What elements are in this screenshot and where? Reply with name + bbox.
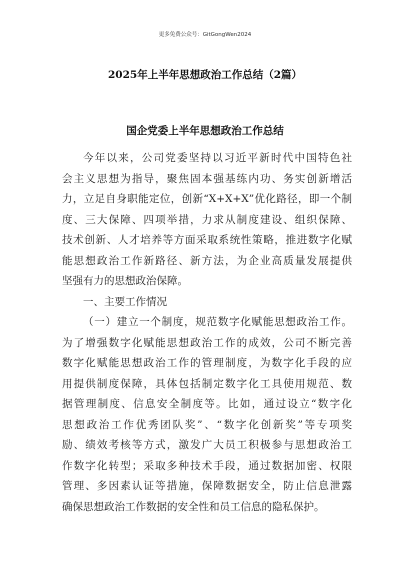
paragraph-line: 今年以来，公司党委坚持以习近平新时代中国特色社 (83, 152, 352, 164)
paragraph-line: （一）建立一个制度，规范数字化赋能思想政治工作。 (83, 316, 352, 328)
paragraph-line: 能思想政治工作新路径、新方法，为企业高质量发展提供 (62, 254, 352, 267)
paragraph-line: 数字化赋能思想政治工作的管理制度，为数字化手段的应 (62, 357, 352, 369)
paragraph-line: 技术创新、人才培养等方面采取系统性策略，推进数字化赋 (62, 234, 352, 246)
paragraph-line: 度、三大保障、四项举措，力求从制度建设、组织保障、 (62, 213, 352, 226)
paragraph-line: 会主义思想为指导，聚焦固本强基练内功、务实创新增活 (62, 172, 352, 185)
paragraph-line: 用提供制度保障，具体包括制定数字化工具使用规范、数 (62, 377, 352, 390)
paragraph-line: 为了增强数字化赋能思想政治工作的成效，公司不断完善 (62, 336, 352, 349)
paragraph-line: 力，立足自身职能定位，创新“X+X+X”优化路径，即一个制 (62, 193, 352, 205)
header-note: 更多免费公众号：GitGongWen2024 (158, 32, 252, 38)
document-title: 2025年上半年思想政治工作总结（2篇） (107, 69, 303, 81)
section-title: 国企党委上半年思想政治工作总结 (126, 125, 284, 137)
section-heading: 一、主要工作情况 (83, 295, 167, 308)
paragraph-line: 据管理制度、信息安全制度等。比如，通过设立“数字化 (62, 398, 352, 410)
paragraph-line: 坚强有力的思想政治保障。 (62, 275, 188, 287)
paragraph-line: 作数字化转型；采取多种技术手段，通过数据加密、权限 (62, 459, 352, 472)
paragraph-line: 思想政治工作优秀团队奖”、“数字化创新奖”等专项奖 (62, 418, 352, 431)
paragraph-line: 管理、多因素认证等措施，保障数据安全，防止信息泄露 (62, 480, 352, 492)
paragraph-line: 确保思想政治工作数据的安全性和员工信息的隐私保护。 (62, 500, 325, 513)
paragraph-line: 励、绩效考核等方式，激发广大员工积极参与思想政治工 (62, 439, 352, 451)
